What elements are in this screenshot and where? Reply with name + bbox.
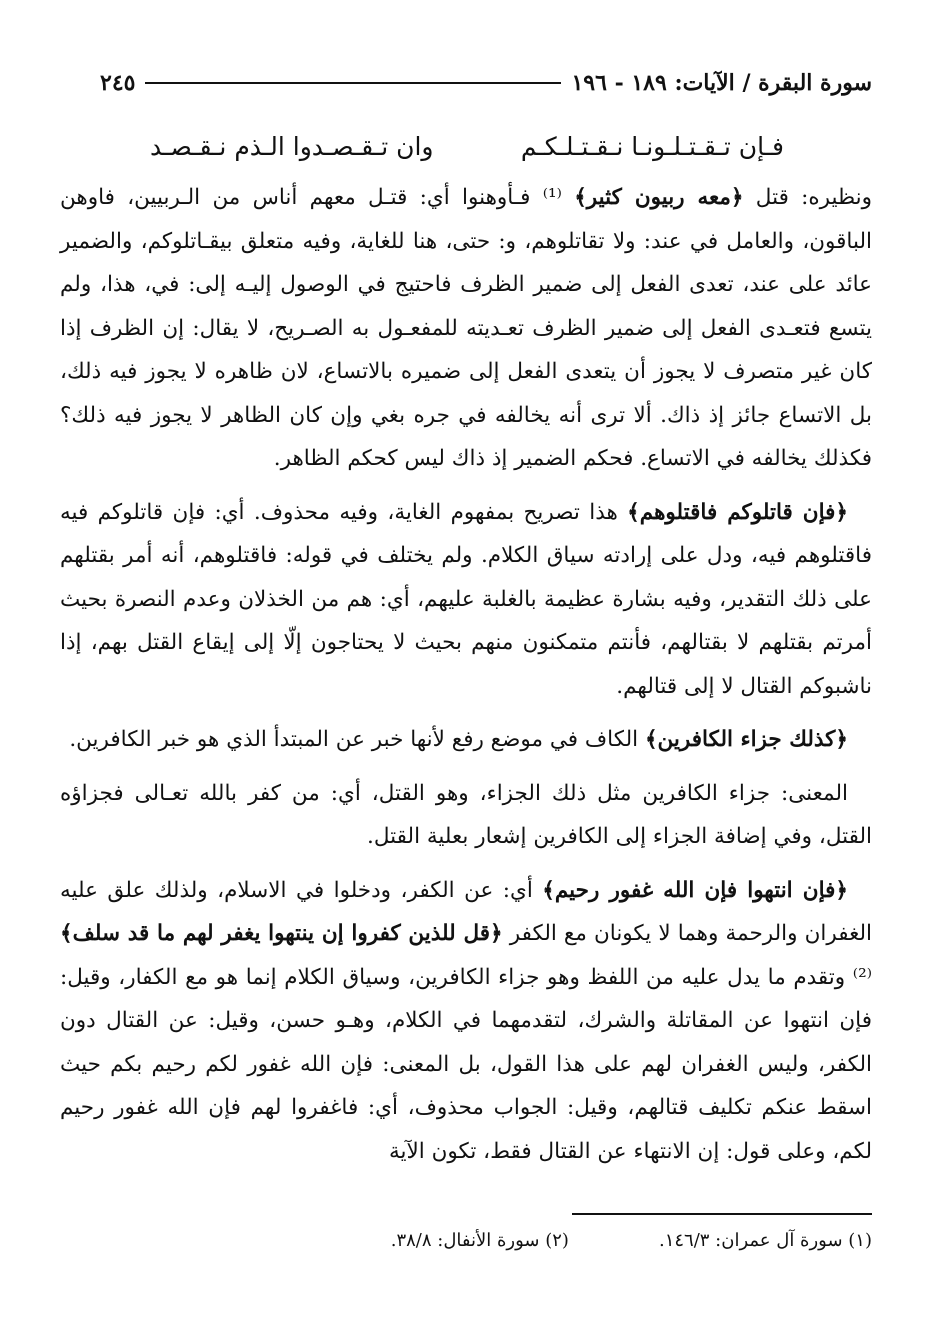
paragraph-4 bbox=[60, 772, 872, 859]
p1-text-b: ⁽¹⁾ فـأوهنوا أي: قتـل معهم أناس من الـربيين، فاوهن الباقون، والعامل في عند: ولا تقاتلوهم، و: حتى، هنا للغاية، وفيه متعلق بيقـاتلوكم، والضمير عائد على عند، تعدى الفعل إلى ضمير الظرف فاحتيج في الوصول إليـه إلى: في، هذا، ولم يتسع فتعـدى الفعل إلى ضمير الظرف تعـديته للمفعـول به الصـريح، لا يقال: إن الظرف إذا كان غير متصرف لا يجوز أن يتعدى الفعل إلى ضميره بالاتساع، لان ظاهره لا يجوز فيه ذلك، بل الاتساع جائز إذ ذاك. ألا ترى أنه يخالفه في جره بغي وإن كان الظاهر لا يجوز فيه ذلك؟ فكذلك يخالفه في الاتساع. فحكم الضمير إذ ذاك ليس كحكم الظاهر. bbox=[60, 185, 872, 471]
verse-hemistich-right: فـإن تـقـتـلـونـا نـقـتـلـكـم bbox=[520, 131, 784, 161]
surah-title: سورة البقرة / الآيات: ١٨٩ - ١٩٦ bbox=[571, 70, 872, 96]
p2-text: هذا تصريح بمفهوم الغاية، وفيه محذوف. أي: فإن قاتلوكم فيه فاقتلوهم فيه، ودل على إرادته سياق الكلام. ولم يختلف في قوله: فاقتلوهم، أنه أمر بقتلهم على ذلك التقدير، وفيه بشارة عظيمة بالغلبة عليهم، أي: هم من الخذلان وعدم النصرة بحيث أمرتم بقتلهم لا بقتالهم، فأنتم متمكنون منهم بحيث لا يحتاجون إلّا إلى إيقاع القتل بهم، إذا ناشبوكم القتال لا إلى قتالهم. bbox=[60, 499, 872, 699]
footnote-2: (٢) سورة الأنفال: ٣٨/٨. bbox=[390, 1229, 569, 1251]
verse-hemistich-left: وان تـقـصـدوا الـذم نـقـصـد bbox=[150, 131, 434, 161]
quran-quote: ﴿فإن قاتلوكم فاقتلوهم﴾ bbox=[627, 499, 848, 525]
footnotes bbox=[300, 1222, 872, 1258]
paragraph-5 bbox=[60, 869, 872, 1174]
poetry-verse bbox=[150, 124, 784, 168]
running-header bbox=[100, 66, 872, 100]
quran-quote: ﴿معه ربيون كثير﴾ bbox=[574, 185, 744, 210]
page-number: ٢٤٥ bbox=[100, 70, 136, 96]
p4-text: المعنى: جزاء الكافرين مثل ذلك الجزاء، وهو القتل، أي: من كفر بالله تعـالى فجزاؤه القتل، وفي إضافة الجزاء إلى الكافرين إشعار بعلية القتل. bbox=[60, 780, 872, 849]
quran-quote: ﴿فإن انتهوا فإن الله غفور رحيم﴾ bbox=[542, 877, 848, 903]
p5-text-c: ⁽²⁾ وتقدم ما يدل عليه من اللفظ وهو جزاء الكافرين، وسياق الكلام إنما هو مع الكفار، وقيل: فإن انتهوا عن المقاتلة والشرك، لتقدمهما في الكلام، وهـو حسن، وقيل: عن القتال دون الكفر، وليس الغفران لهم على هذا القول، بل المعنى: فإن الله غفور لكم رحيم بكم حيث اسقط عنكم تكليف قتالهم، وقيل: الجواب محذوف، أي: فاغفروا لهم فإن الله غفور رحيم لكم، وعلى قول: إن الانتهاء عن القتال فقط، تكون الآية bbox=[60, 964, 872, 1164]
quran-quote: ﴿كذلك جزاء الكافرين﴾ bbox=[644, 727, 848, 752]
footnote-1: (١) سورة آل عمران: ١٤٦/٣. bbox=[658, 1229, 872, 1251]
header-rule bbox=[145, 82, 561, 84]
p5-text-b: أي: عن الكفر، ودخلوا في الاسلام، ولذلك علق عليه الغفران والرحمة وهما لا يكونان مع الكفر bbox=[60, 877, 872, 946]
quran-quote: ﴿قل للذين كفروا إن ينتهوا يغفر لهم ما قد سلف﴾ bbox=[60, 921, 503, 946]
footnote-rule bbox=[572, 1213, 872, 1215]
p1-text-a: ونظيره: قتل bbox=[743, 185, 872, 210]
p3-text: الكاف في موضع رفع لأنها خبر عن المبتدأ الذي هو خبر الكافرين. bbox=[69, 727, 645, 752]
paragraph-3 bbox=[60, 718, 872, 762]
main-text bbox=[60, 176, 872, 1192]
paragraph-2 bbox=[60, 491, 872, 709]
paragraph-1 bbox=[60, 176, 872, 481]
